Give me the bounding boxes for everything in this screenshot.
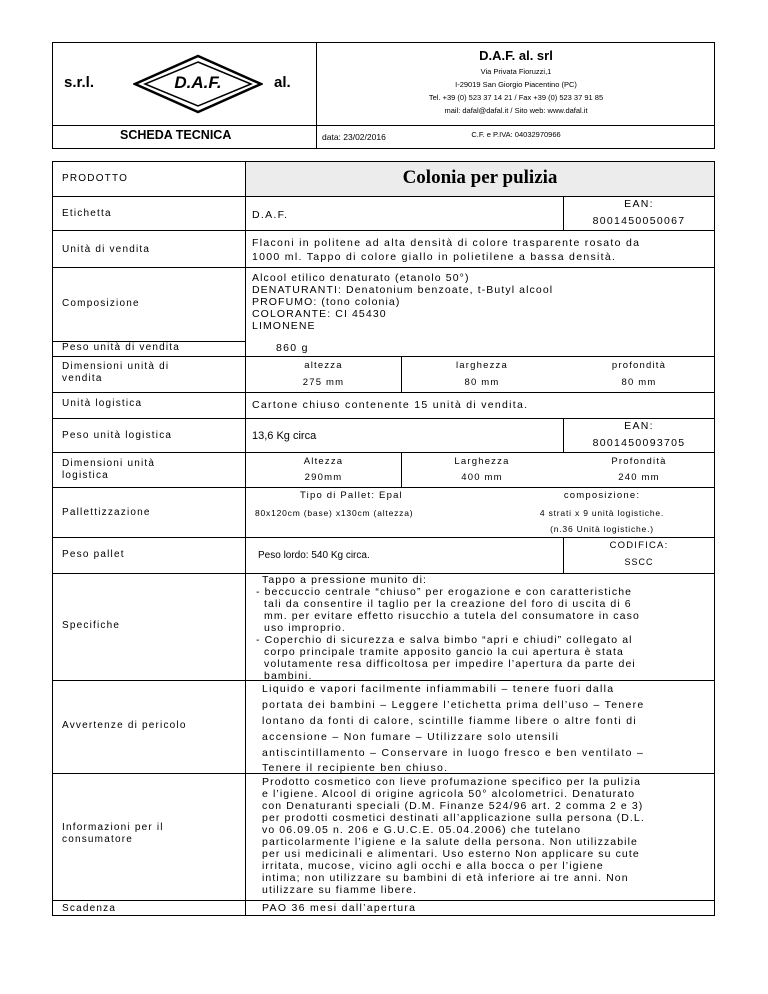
- informazioni-line: intima; non utilizzare su bambini di età inferiore ai tre anni. Non: [262, 872, 629, 884]
- pallet-comp-label: composizione:: [563, 490, 641, 501]
- altezza-value: 275 mm: [302, 377, 345, 388]
- label-dim-vendita: Dimensioni unità di: [62, 361, 170, 372]
- label-unita-vendita: Unità di vendita: [62, 244, 151, 255]
- row-divider: [52, 680, 715, 681]
- codifica-value: SSCC: [624, 557, 654, 567]
- specifiche-line: - beccuccio centrale “chiuso” per erogazione e con caratteristiche: [256, 586, 633, 598]
- mail-web: mail: dafal@dafal.it / Sito web: www.dafal.it: [444, 106, 588, 115]
- peso-logistica-value: 13,6 Kg circa: [252, 430, 317, 442]
- informazioni-line: irritata, mucose, vicino agli occhi e alla bocca o per l’igiene: [262, 860, 604, 872]
- avvertenze-line: Liquido e vapori facilmente infiammabili – tenere fuori dalla: [262, 683, 615, 695]
- informazioni-line: per prodotti cosmetici destinati all’applicazione sulla persona (D.L.: [262, 812, 645, 824]
- informazioni-line: per usi medicinali e alimentari. Uso esterno Non applicare su cute: [262, 848, 640, 860]
- avvertenze-line: Tenere il recipiente ben chiuso.: [262, 762, 449, 774]
- unita-vendita-line2: 1000 ml. Tappo di colore giallo in polietilene a bassa densità.: [252, 251, 617, 263]
- row-divider: [52, 900, 715, 901]
- pallet-size: 80x120cm (base) x130cm (altezza): [255, 508, 414, 518]
- column-divider: [245, 161, 246, 916]
- header-divider-h: [52, 125, 715, 126]
- specifiche-line: mm. per evitare effetto risucchio a tutela del consumatore in caso: [264, 610, 640, 622]
- label-informazioni-2: consumatore: [62, 834, 134, 845]
- ean-code: 8001450050067: [592, 215, 686, 227]
- sheet-title: SCHEDA TECNICA: [120, 128, 232, 142]
- specifiche-line: bambini.: [264, 670, 313, 682]
- label-avvertenze: Avvertenze di pericolo: [62, 720, 187, 731]
- label-composizione: Composizione: [62, 298, 140, 309]
- row-divider: [52, 267, 715, 268]
- label-etichetta: Etichetta: [62, 208, 112, 219]
- altezza-value-logistica: 290mm: [304, 472, 343, 483]
- specifiche-line: corpo principale tramite apposito gancio la cui apertura è stata: [264, 646, 624, 658]
- row-divider: [52, 356, 715, 357]
- larghezza-value-logistica: 400 mm: [461, 472, 503, 483]
- product-title: Colonia per pulizia: [402, 167, 558, 188]
- specifiche-line: uso improprio.: [264, 622, 346, 634]
- altezza-label-logistica: Altezza: [303, 456, 344, 467]
- profondita-value-logistica: 240 mm: [618, 472, 660, 483]
- profondita-label-logistica: Profondità: [611, 456, 667, 467]
- label-specifiche: Specifiche: [62, 620, 121, 631]
- avvertenze-line: accensione – Non fumare – Utilizzare solo utensili: [262, 731, 560, 743]
- larghezza-value: 80 mm: [464, 377, 500, 388]
- label-dim-logistica: Dimensioni unità: [62, 458, 156, 469]
- avvertenze-line: antiscintillamento – Conservare in luogo fresco e ben ventilato –: [262, 747, 645, 759]
- label-informazioni: Informazioni per il: [62, 822, 164, 833]
- vat-number: C.F. e P.IVA: 04032970966: [471, 130, 561, 139]
- ean-code-logistica: 8001450093705: [592, 437, 686, 449]
- unita-vendita-line1: Flaconi in politene ad alta densità di colore trasparente rosato da: [252, 237, 641, 249]
- informazioni-line: Prodotto cosmetico con lieve profumazione specifico per la pulizia: [262, 776, 642, 788]
- label-peso-logistica: Peso unità logistica: [62, 430, 173, 441]
- profondita-label: profondità: [611, 360, 667, 371]
- avvertenze-line: lontano da fonti di calore, scintille fiamme libere o altre fonti di: [262, 715, 637, 727]
- specifiche-line: - Coperchio di sicurezza e salva bimbo “apri e chiudi” collegato al: [256, 634, 633, 646]
- label-peso-vendita: Peso unità di vendita: [62, 342, 181, 353]
- row-divider: [52, 452, 715, 453]
- label-scadenza: Scadenza: [62, 903, 117, 914]
- composizione-line: DENATURANTI: Denatonium benzoate, t-Butyl alcool: [252, 284, 554, 296]
- etichetta-value: D.A.F.: [252, 209, 289, 221]
- scadenza-value: PAO 36 mesi dall’apertura: [262, 902, 417, 914]
- profondita-value: 80 mm: [621, 377, 657, 388]
- company-name: D.A.F. al. srl: [479, 48, 553, 63]
- label-unita-logistica: Unità logistica: [62, 398, 143, 409]
- row-divider: [52, 537, 715, 538]
- composizione-line: Alcool etilico denaturato (etanolo 50°): [252, 272, 470, 284]
- larghezza-label-logistica: Larghezza: [454, 456, 510, 467]
- pallet-comp-value: 4 strati x 9 unità logistiche.: [539, 508, 665, 518]
- informazioni-line: particolarmente l’igiene e la salute della persona. Non utilizzabile: [262, 836, 638, 848]
- informazioni-line: vo 06.09.05 n. 206 e G.U.C.E. 05.04.2006) che tutelano: [262, 824, 582, 836]
- label-prodotto: PRODOTTO: [62, 173, 129, 184]
- address-street: Via Privata Fioruzzi,1: [480, 67, 552, 76]
- informazioni-line: con Denaturanti speciali (D.M. Finanze 524/96 art. 2 comma 2 e 3): [262, 800, 644, 812]
- row-divider: [52, 230, 715, 231]
- peso-pallet-value: Peso lordo: 540 Kg circa.: [258, 550, 370, 561]
- logo-daf-text: D.A.F.: [174, 73, 222, 92]
- informazioni-line: e l’igiene. Alcool di origine agricola 50° alcolometrici. Denaturato: [262, 788, 636, 800]
- avvertenze-line: portata dei bambini – Leggere l’etichetta prima dell’uso – Tenere: [262, 699, 645, 711]
- composizione-line: LIMONENE: [252, 320, 316, 332]
- specifiche-line: volutamente resa difficoltosa per impedire l’apertura da parte dei: [264, 658, 636, 670]
- composizione-line: PROFUMO: (tono colonia): [252, 296, 401, 308]
- ean-label-logistica: EAN:: [624, 420, 654, 432]
- unita-logistica-value: Cartone chiuso contenente 15 unità di vendita.: [252, 399, 529, 411]
- phone-fax: Tel. +39 (0) 523 37 14 21 / Fax +39 (0) 523 37 91 85: [428, 93, 604, 102]
- row-divider: [52, 487, 715, 488]
- ean-label: EAN:: [624, 198, 654, 210]
- informazioni-line: utilizzare su fiamme libere.: [262, 884, 418, 896]
- specifiche-line: tali da consentire il taglio per la creazione del foro di uscita di 6: [264, 598, 632, 610]
- logo-al: al.: [274, 74, 291, 91]
- label-dim-vendita-2: vendita: [62, 373, 103, 384]
- codifica-label: CODIFICA:: [609, 540, 669, 551]
- row-divider: [52, 392, 715, 393]
- peso-vendita-value: 860 g: [276, 342, 309, 354]
- label-peso-pallet: Peso pallet: [62, 549, 125, 560]
- logo-srl: s.r.l.: [64, 74, 95, 91]
- larghezza-label: larghezza: [456, 360, 508, 371]
- pallet-type: Tipo di Pallet: Epal: [300, 490, 403, 501]
- sheet-date: data: 23/02/2016: [322, 132, 386, 142]
- altezza-label: altezza: [304, 360, 343, 371]
- label-pallettizzazione: Pallettizzazione: [62, 507, 151, 518]
- address-city: I-29019 San Giorgio Piacentino (PC): [455, 80, 577, 89]
- specifiche-line: Tappo a pressione munito di:: [262, 574, 428, 586]
- composizione-line: COLORANTE: CI 45430: [252, 308, 387, 320]
- pallet-units: (n.36 Unità logistiche.): [550, 524, 654, 534]
- label-dim-logistica-2: logistica: [62, 470, 109, 481]
- row-divider: [52, 418, 715, 419]
- row-divider: [52, 196, 715, 197]
